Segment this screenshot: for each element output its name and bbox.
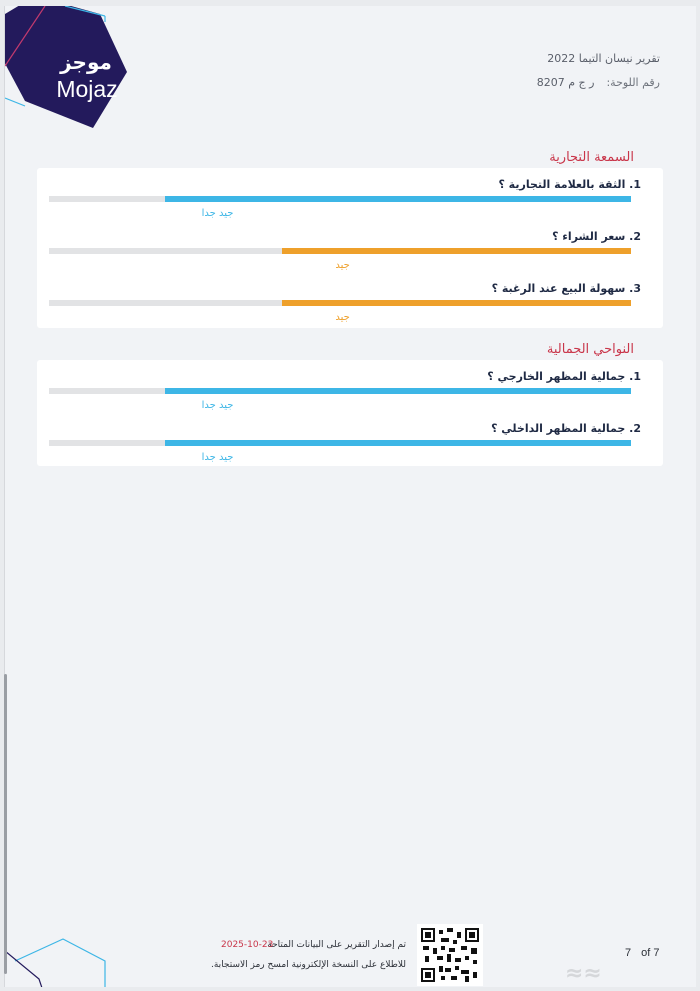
rating-bar-track xyxy=(49,196,631,202)
rating-item xyxy=(37,172,663,224)
decorative-hexagon-icon xyxy=(5,931,115,987)
rating-bar-track xyxy=(49,300,631,306)
rating-item xyxy=(37,364,663,416)
question-label: 3. سهولة البيع عند الرغبة ؟ xyxy=(491,282,641,295)
question-label: 2. سعر الشراء ؟ xyxy=(552,230,641,243)
page-current: 7 xyxy=(625,947,632,959)
report-title: تقرير نيسان التيما 2022 xyxy=(547,52,660,65)
rating-bar-track xyxy=(49,248,631,254)
section-title-aesthetics: النواحي الجمالية xyxy=(546,342,634,357)
rating-label: جيد جدا xyxy=(201,208,234,219)
page-total: of 7 xyxy=(641,947,660,959)
report-page xyxy=(4,6,696,987)
scrollbar[interactable] xyxy=(4,674,7,974)
rating-bar-track xyxy=(49,388,631,394)
section-card-aesthetics xyxy=(37,360,663,466)
question-label: 1. جمالية المظهر الخارجي ؟ xyxy=(487,370,641,383)
section-card-reputation xyxy=(37,168,663,328)
qr-code-icon[interactable] xyxy=(417,924,483,986)
rating-bar-track xyxy=(49,440,631,446)
question-label: 1. الثقة بالعلامة التجارية ؟ xyxy=(498,178,641,191)
rating-item xyxy=(37,416,663,468)
rating-bar-fill xyxy=(282,300,631,306)
watermark-icon: ≈≈ xyxy=(565,961,602,986)
view-electronic-text: للاطلاع على النسخة الإلكترونية امسح رمز الاستجابة. xyxy=(211,960,406,970)
rating-bar-fill xyxy=(165,388,631,394)
qr-code-graphic xyxy=(421,928,479,982)
rating-bar-fill xyxy=(165,196,631,202)
issued-text: تم إصدار التقرير على البيانات المتاحة xyxy=(267,940,406,950)
plate-number-row xyxy=(537,76,660,89)
rating-bar-fill xyxy=(282,248,631,254)
rating-label: جيد جدا xyxy=(201,452,234,463)
issued-date: 2025-10-23 xyxy=(221,940,274,950)
rating-item xyxy=(37,224,663,276)
plate-value: ر ج م 8207 xyxy=(536,76,595,89)
rating-bar-fill xyxy=(165,440,631,446)
plate-label: رقم اللوحة: xyxy=(606,76,660,89)
section-title-reputation: السمعة التجارية xyxy=(549,150,634,165)
rating-item xyxy=(37,276,663,328)
mojaz-logo xyxy=(5,6,135,136)
page-number xyxy=(625,947,659,959)
logo-text-english: Mojaz xyxy=(56,76,118,102)
rating-label: جيد جدا xyxy=(201,400,234,411)
rating-label: جيد xyxy=(335,312,350,323)
question-label: 2. جمالية المظهر الداخلي ؟ xyxy=(491,422,641,435)
rating-label: جيد xyxy=(335,260,350,271)
logo-text-arabic: موجز xyxy=(60,50,112,74)
